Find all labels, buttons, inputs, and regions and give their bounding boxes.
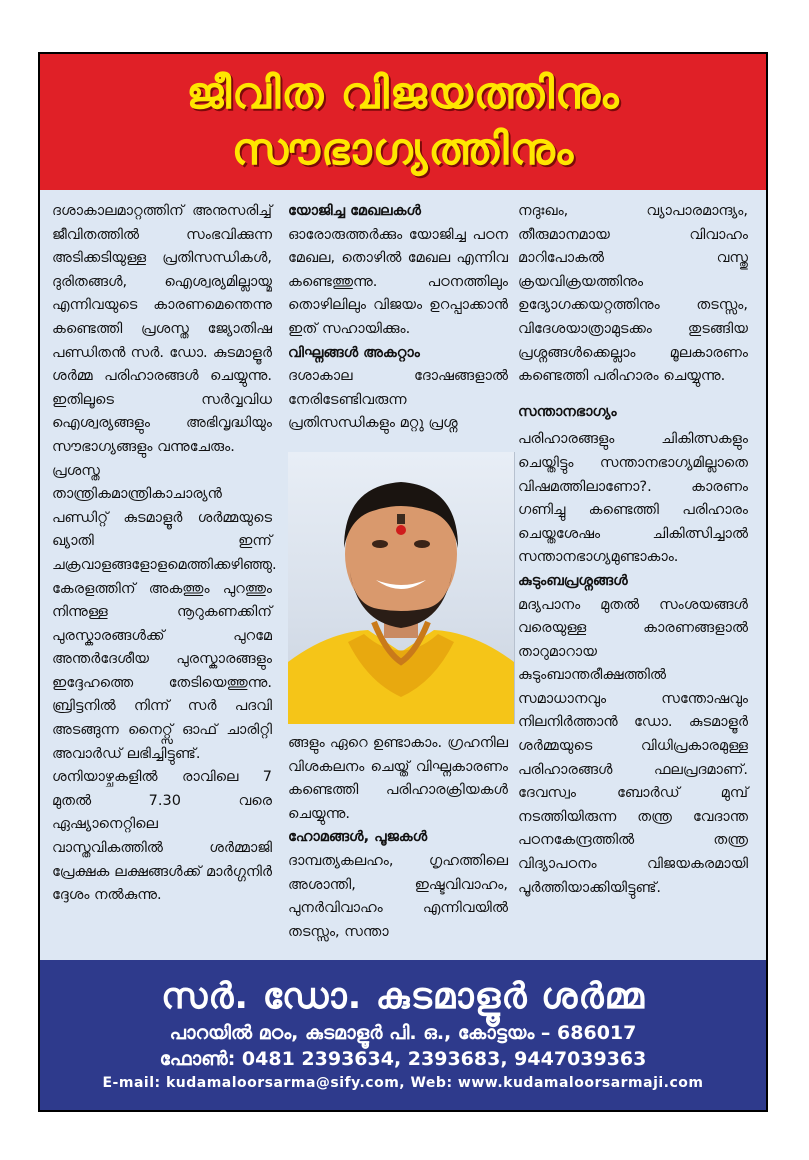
heading-family-problems: കുടുംബപ്രശ്നങ്ങൾ (518, 572, 628, 589)
email-web-line: E-mail: kudamaloorsarma@sify.com, Web: www.kudamaloorsarmaji.com (102, 1075, 704, 1091)
obstacles-paragraph-continued: ങ്ങളും ഏറെ ഉണ്ടാകാം. ഗ്രഹനില വിശകലനം ചെയ്ത് വിഘ്നകാരണം കണ്ടെത്തി പരിഹാരക്രിയകൾ ചെയ്യുന്നു. (288, 735, 508, 822)
astrologer-portrait (288, 452, 515, 724)
heading-suitable-fields: യോജിച്ച മേഖലകൾ (288, 203, 421, 219)
column-3 (518, 200, 748, 900)
progeny-paragraph: പരിഹാരങ്ങളും ചികിത്സകളും ചെയ്തിട്ടും സന്താനഭാഗ്യമില്ലാതെ വിഷമത്തിലാണോ?. കാരണം ഗണിച്ചു കണ്ടെത്തി പരിഹാരം ചെയ്തശേഷം ചികിത്സിച്ചാൽ സന്താനഭാഗ്യമുണ്ടാകാം. (518, 431, 748, 566)
column-1 (52, 200, 277, 908)
column-2-top (288, 200, 508, 436)
headline-line-2: സൗഭാഗ്യത്തിനും (231, 124, 575, 175)
headline-banner (40, 54, 766, 190)
heading-remove-obstacles: വിഘ്നങ്ങൾ അകറ്റാം (288, 344, 420, 361)
problems-paragraph: നദുഃഖം, വ്യാപാരമാന്ദ്യം, തീരുമാനമായ വിവാഹം മാറിപോകൽ വസ്തു ക്രയവിക്രയത്തിനും ഉദ്യോഗക്കയറ്റത്തിനും തടസ്സം, വിദേശയാത്രാമുടക്കം തുടങ്ങിയ പ്രശ്നങ്ങൾക്കെല്ലാം മൂലകാരണം കണ്ടെത്തി പരിഹാരം ചെയ്യുന്നു. (518, 203, 748, 385)
heading-progeny-fortune: സന്താനഭാഗ്യം (518, 403, 617, 420)
phone-line: ഫോൺ: 0481 2393634, 2393683, 9447039363 (159, 1048, 647, 1070)
homams-paragraph: ദാമ്പത്യകലഹം, ഗൃഹത്തിലെ അശാന്തി, ഇഷ്ടവിവാഹം, പുനർവിവാഹം എന്നിവയിൽ തടസ്സം, സന്താ (288, 852, 508, 940)
family-paragraph: മദ്യപാനം മുതൽ സംശയങ്ങൾ വരെയുള്ള കാരണങ്ങളാൽ താറുമാറായ കുടുംബാന്തരീക്ഷത്തിൽ സമാധാനവും സന്തോഷവും നിലനിർത്താൻ ഡോ. കുടമാളൂർ ശർമ്മയുടെ വിധിപ്രകാരമുള്ള പരിഹാരങ്ങൾ ഫലപ്രദമാണ്. ദേവസ്വം ബോർഡ് മുമ്പ് നടത്തിയിരുന്ന തന്ത്ര വേദാന്ത പഠനകേന്ദ്രത്തിൽ തന്ത്ര വിദ്യാപഠനം വിജയകരമായി പൂർത്തിയാക്കിയിട്ടുണ്ട്. (518, 596, 748, 896)
fame-paragraph: പ്രശസ്ത താന്ത്രികമാന്ത്രികാചാര്യൻ പണ്ഡിറ്റ് കുടമാളൂർ ശർമ്മയുടെ ഖ്യാതി ഇന്ന് ചക്രവാളങ്ങളോളമെത്തിക്കഴിഞ്ഞു. കേരളത്തിന് അകത്തും പുറത്തും നിന്നുള്ള നൂറുകണക്കിന് പുരസ്കാരങ്ങൾക്ക് പുറമേ അന്തർദേശീയ പുരസ്കാരങ്ങളും ഇദ്ദേഹത്തെ തേടിയെത്തുന്നു. ബ്രിട്ടനിൽ നിന്ന് സർ പദവി അടങ്ങുന്ന നൈറ്റ്സ് ഓഫ് ചാരിറ്റി അവാർഡ് ലഭിച്ചിട്ടുണ്ട്. (52, 462, 277, 762)
intro-paragraph: ദശാകാലമാറ്റത്തിന് അനുസരിച്ച് ജീവിതത്തിൽ സംഭവിക്കുന്ന അടിക്കടിയുള്ള പ്രതിസന്ധികൾ, ദുരിതങ്ങൾ, ഐശ്വര്യമില്ലായ്മ എന്നിവയുടെ കാരണമെന്തെന്നു കണ്ടെത്തി പ്രശസ്ത ജ്യോതിഷ പണ്ഡിതൻ സർ. ഡോ. കുടമാളൂർ ശർമ്മ പരിഹാരങ്ങൾ ചെയ്യുന്നു. ഇതിലൂടെ സർവ്വവിധ ഐശ്വര്യങ്ങളും അഭിവൃദ്ധിയും സൗഭാഗ്യങ്ങളും വന്നുചേരും. (52, 203, 272, 455)
headline-line-1: ജീവിത വിജയത്തിനും (186, 68, 620, 119)
advertisement (38, 52, 768, 1112)
obstacles-paragraph: ദശാകാല ദോഷങ്ങളാൽ നേരിടേണ്ടിവരുന്ന പ്രതിസന്ധികളും മറ്റു പ്രശ്ന (288, 368, 508, 432)
tv-program-paragraph: ശനിയാഴ്ചകളിൽ രാവിലെ 7 മുതൽ 7.30 വരെ ഏഷ്യാനെറ്റിലെ വാസ്തവികത്തിൽ ശർമ്മാജി പ്രേക്ഷക ലക്ഷങ്ങൾക്ക് മാർഗ്ഗനിർ ദ്ദേശം നൽകുന്നു. (52, 769, 272, 904)
contact-footer (40, 960, 766, 1110)
astrologer-name: സർ. ഡോ. കുടമാളൂർ ശർമ്മ (161, 976, 645, 1017)
address-line: പാറയിൽ മഠം, കുടമാളൂർ പി. ഒ., കോട്ടയം – 686017 (169, 1022, 637, 1044)
heading-homams-poojas: ഹോമങ്ങൾ, പൂജകൾ (288, 829, 428, 846)
suitable-fields-paragraph: ഓരോരുത്തർക്കും യോജിച്ച പഠന മേഖല, തൊഴിൽ മേഖല എന്നിവ കണ്ടെത്തുന്നു. പഠനത്തിലും തൊഴിലിലും വിജയം ഉറപ്പാക്കാൻ ഇത് സഹായിക്കും. (288, 226, 508, 337)
column-2-bottom (288, 732, 508, 944)
